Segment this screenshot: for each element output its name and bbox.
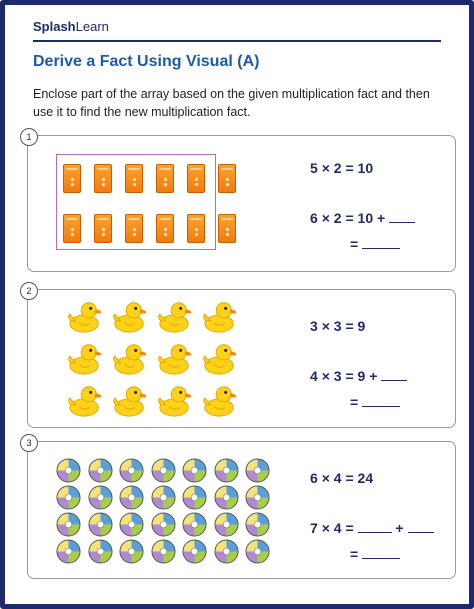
beach-ball-icon [214,485,239,510]
brand-light: Learn [75,19,109,34]
beach-ball-icon [56,458,81,483]
answer-blank[interactable] [362,234,400,249]
new-fact: 4 × 3 = 9 + [310,366,407,384]
rubber-duck-array [66,298,256,426]
orange-box-icon [63,164,81,193]
rubber-duck-icon [66,382,104,418]
given-fact: 3 × 3 = 9 [310,318,366,334]
beach-ball-icon [119,539,144,564]
beach-ball-icon [56,539,81,564]
rubber-duck-icon [201,382,239,418]
beach-ball-array [56,458,296,578]
beach-ball-icon [245,485,270,510]
answer-blank[interactable] [408,518,434,533]
beach-ball-icon [88,512,113,537]
beach-ball-icon [56,485,81,510]
worksheet-title: Derive a Fact Using Visual (A) [33,53,260,70]
beach-ball-icon [119,485,144,510]
orange-box-icon [125,164,143,193]
orange-box-icon [218,164,236,193]
rubber-duck-icon [111,298,149,334]
answer-blank[interactable] [381,366,407,381]
orange-box-icon [125,214,143,243]
beach-ball-icon [88,539,113,564]
orange-box-icon [187,164,205,193]
problem-number-badge: 1 [20,128,38,146]
problem-number-badge: 2 [20,282,38,300]
beach-ball-icon [245,539,270,564]
given-fact: 5 × 2 = 10 [310,160,374,176]
orange-box-icon [187,214,205,243]
orange-box-icon [94,164,112,193]
brand-bold: Splash [33,19,76,34]
new-fact: 6 × 2 = 10 + [310,208,415,226]
rubber-duck-icon [156,298,194,334]
orange-box-icon [63,214,81,243]
beach-ball-icon [182,458,207,483]
beach-ball-icon [151,539,176,564]
beach-ball-icon [182,485,207,510]
rubber-duck-icon [111,382,149,418]
orange-box-icon [156,214,174,243]
problem-card-2 [26,286,456,428]
orange-box-icon [94,214,112,243]
beach-ball-icon [119,458,144,483]
rubber-duck-icon [201,298,239,334]
header-divider [33,40,441,42]
beach-ball-icon [182,539,207,564]
rubber-duck-icon [111,340,149,376]
answer-line: = [350,544,400,562]
worksheet-instructions: Enclose part of the array based on the given multiplication fact and then use it to find the new multiplication fact. [33,87,430,119]
answer-line: = [350,392,400,410]
answer-blank[interactable] [362,544,400,559]
beach-ball-icon [214,539,239,564]
beach-ball-icon [151,512,176,537]
rubber-duck-icon [156,340,194,376]
beach-ball-icon [88,485,113,510]
orange-box-icon [156,164,174,193]
beach-ball-icon [245,458,270,483]
beach-ball-icon [245,512,270,537]
rubber-duck-icon [156,382,194,418]
beach-ball-icon [151,458,176,483]
new-fact: 7 × 4 = + [310,518,434,536]
splashlearn-logo [33,19,109,34]
answer-blank[interactable] [362,392,400,407]
problem-card-3 [26,438,456,579]
problem-number-badge: 3 [20,434,38,452]
orange-box-icon [218,214,236,243]
beach-ball-icon [88,458,113,483]
beach-ball-icon [56,512,81,537]
rubber-duck-icon [201,340,239,376]
orange-box-array [63,164,253,254]
beach-ball-icon [214,512,239,537]
beach-ball-icon [119,512,144,537]
answer-blank[interactable] [358,518,392,533]
answer-line: = [350,234,400,252]
rubber-duck-icon [66,298,104,334]
beach-ball-icon [151,485,176,510]
rubber-duck-icon [66,340,104,376]
answer-blank[interactable] [389,208,415,223]
beach-ball-icon [214,458,239,483]
beach-ball-icon [182,512,207,537]
problem-card-1 [26,132,456,272]
given-fact: 6 × 4 = 24 [310,470,374,486]
